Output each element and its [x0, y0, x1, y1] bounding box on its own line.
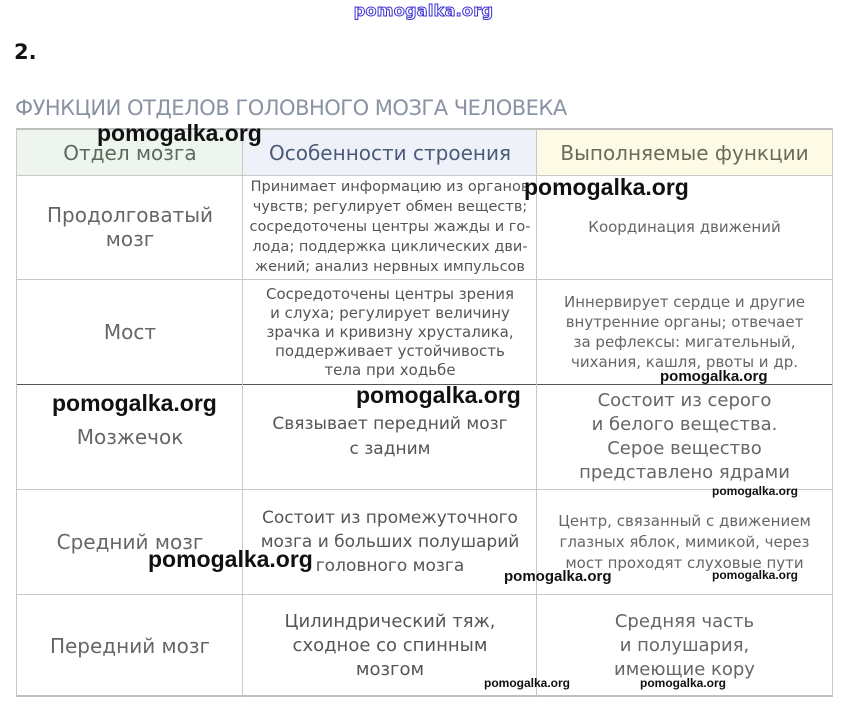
cell-function: Координация движений [588, 218, 781, 236]
cell-function: Иннервирует сердце и другие внутренние органы; отвечает за рефлексы: мигательный, чихания, кашля, рвоты и др. [563, 293, 806, 371]
table-row [17, 175, 832, 280]
table-title: ФУНКЦИИ ОТДЕЛОВ ГОЛОВНОГО МОЗГА ЧЕЛОВЕКА [15, 96, 567, 120]
watermark: pomogalka.org [504, 568, 612, 585]
cell-part: Продолговатый мозг [46, 203, 214, 251]
task-number: 2. [14, 40, 37, 64]
watermark: pomogalka.org [712, 484, 799, 498]
column-divider [536, 130, 537, 697]
header-structure: Особенности строения [243, 130, 537, 175]
watermark: pomogalka.org [660, 368, 768, 385]
watermark: pomogalka.org [148, 546, 313, 572]
watermark-top: pomogalka.org [353, 1, 494, 20]
watermark: pomogalka.org [356, 382, 521, 408]
watermark: pomogalka.org [97, 120, 262, 146]
watermark: pomogalka.org [52, 390, 217, 416]
cell-structure: Цилиндрический тяж, сходное со спинным мозгом [284, 611, 496, 680]
cell-part: Мозжечок [76, 425, 184, 449]
table-row [17, 490, 832, 595]
watermark: pomogalka.org [484, 676, 571, 690]
cell-structure: Состоит из промежуточного мозга и больших полушарий головного мозга [260, 508, 520, 576]
cell-part: Мост [103, 320, 157, 344]
cell-structure: Принимает информацию из органов чувств; регулирует обмен веществ; сосредоточены центры жажды и го- лода; поддержка циклических дви- жений; анализ нервных импульсов [249, 179, 531, 275]
cell-structure: Связывает передний мозг с задним [272, 414, 508, 459]
cell-function: Состоит из серого и белого вещества. Серое вещество представлено ядрами [579, 390, 790, 483]
cell-structure: Сосредоточены центры зрения и слуха; регулирует величину зрачка и кривизну хрусталика, поддерживает устойчивость тела при ходьбе [265, 284, 515, 379]
cell-part: Средний мозг [56, 530, 204, 554]
watermark: pomogalka.org [524, 174, 689, 200]
header-part: Отдел мозга [17, 130, 243, 175]
watermark: pomogalka.org [640, 676, 727, 690]
header-function: Выполняемые функции [537, 130, 832, 175]
cell-function: Средняя часть и полушария, имеющие кору [614, 611, 755, 680]
column-divider [242, 130, 243, 697]
cell-function: Центр, связанный с движением глазных яблок, мимикой, через мост проходят слуховые пути [558, 511, 811, 572]
cell-part: Передний мозг [49, 634, 211, 658]
watermark: pomogalka.org [712, 568, 799, 582]
